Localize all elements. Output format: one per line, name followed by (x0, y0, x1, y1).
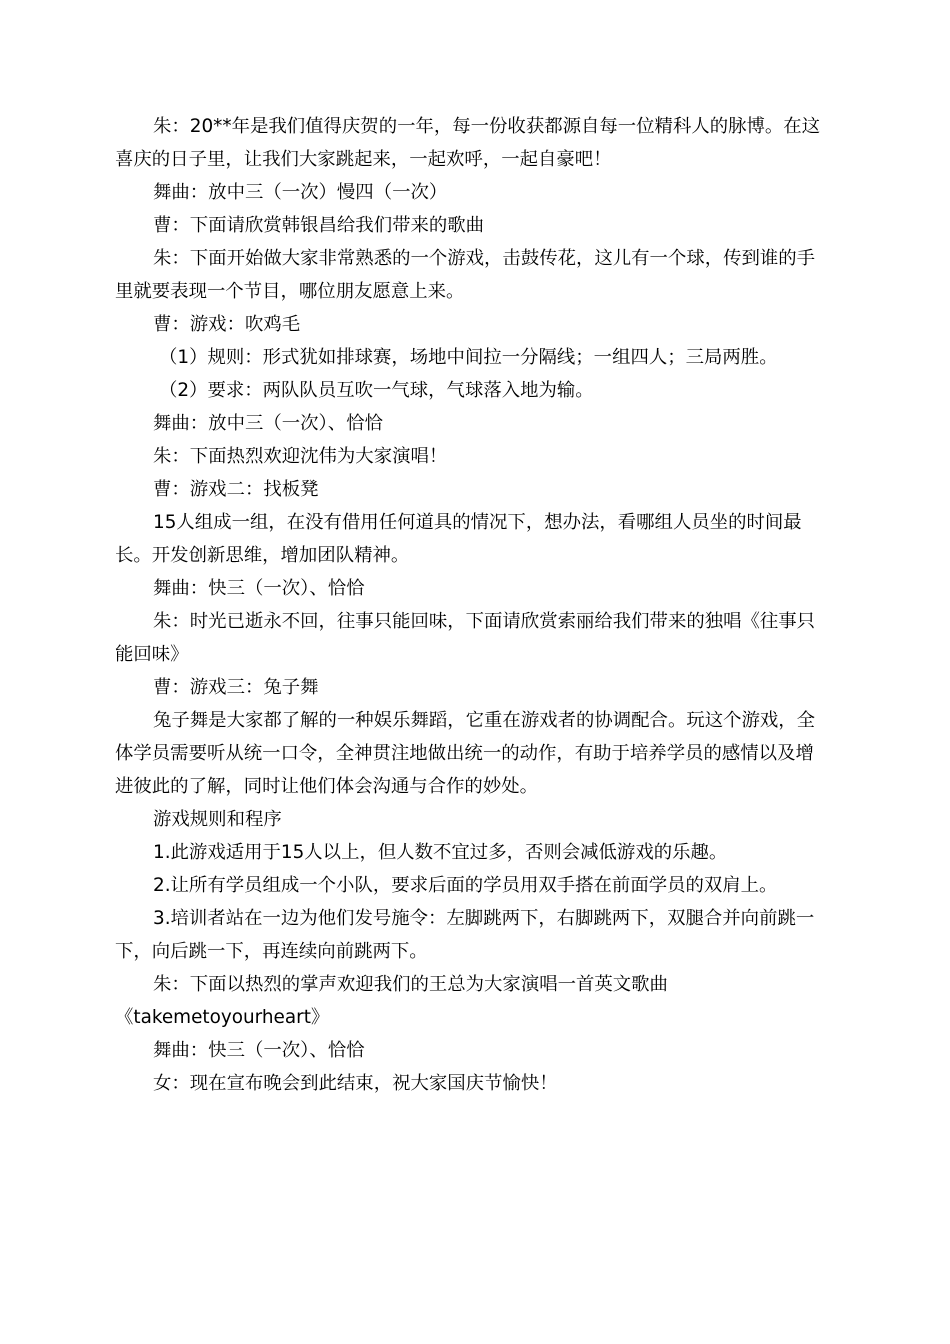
paragraph-dance-2: 舞曲：放中三（一次）、恰恰 (153, 413, 383, 434)
paragraph-song-2: 朱：下面热烈欢迎沈伟为大家演唱！ (153, 446, 448, 467)
paragraph-dance-4: 舞曲：快三（一次）、恰恰 (153, 1040, 365, 1061)
paragraph-rule-3: 3.培训者站在一边为他们发号施令：左脚跳两下，右脚跳两下，双腿合并向前跳一下，向后跳一下，再连续向前跳两下。 (115, 908, 815, 962)
paragraph-rule-1: 1.此游戏适用于15人以上，但人数不宜过多，否则会减低游戏的乐趣。 (153, 842, 728, 863)
paragraph-game-1-title: 曹：游戏：吹鸡毛 (153, 314, 301, 335)
paragraph-game-2-title: 曹：游戏二：找板凳 (153, 479, 319, 500)
paragraph-game-3-title: 曹：游戏三：兔子舞 (153, 677, 319, 698)
paragraph-game-3-description: 兔子舞是大家都了解的一种娱乐舞蹈，它重在游戏者的协调配合。玩这个游戏，全体学员需要听从统一口令，全神贯注地做出统一的动作，有助于培养学员的感情以及增进彼此的了解，同时让他们体会沟通与合作的妙处。 (115, 710, 816, 797)
paragraph-song-3: 朱：时光已逝永不回，往事只能回味，下面请欣赏索丽给我们带来的独唱《往事只能回味》 (115, 611, 816, 665)
paragraph-opening-speech: 朱：20**年是我们值得庆贺的一年，每一份收获都源自每一位精科人的脉博。在这喜庆的日子里，让我们大家跳起来，一起欢呼，一起自豪吧！ (115, 116, 821, 170)
paragraph-song-4-intro: 朱：下面以热烈的掌声欢迎我们的王总为大家演唱一首英文歌曲 (153, 974, 668, 995)
paragraph-rule-2: 2.让所有学员组成一个小队，要求后面的学员用双手搭在前面学员的双肩上。 (153, 875, 778, 896)
paragraph-closing: 女：现在宣布晚会到此结束，祝大家国庆节愉快！ (153, 1073, 558, 1094)
paragraph-dance-1: 舞曲：放中三（一次）慢四（一次） (153, 182, 448, 203)
paragraph-game-1-requirements: （2）要求：两队队员互吹一气球，气球落入地为输。 (159, 380, 594, 401)
paragraph-game-rules-heading: 游戏规则和程序 (153, 809, 282, 830)
paragraph-game-2-description: 15人组成一组，在没有借用任何道具的情况下，想办法，看哪组人员坐的时间最长。开发创新思维，增加团队精神。 (115, 512, 802, 566)
paragraph-dance-3: 舞曲：快三（一次）、恰恰 (153, 578, 365, 599)
paragraph-game-1-rules: （1）规则：形式犹如排球赛，场地中间拉一分隔线；一组四人；三局两胜。 (159, 347, 778, 368)
paragraph-song-1: 曹：下面请欣赏韩银昌给我们带来的歌曲 (153, 215, 485, 236)
paragraph-game-intro: 朱：下面开始做大家非常熟悉的一个游戏，击鼓传花，这儿有一个球，传到谁的手里就要表现一个节目，哪位朋友愿意上来。 (115, 248, 816, 302)
paragraph-song-4-title: 《takemetoyourheart》 (115, 1007, 330, 1028)
document-body (115, 110, 831, 1100)
